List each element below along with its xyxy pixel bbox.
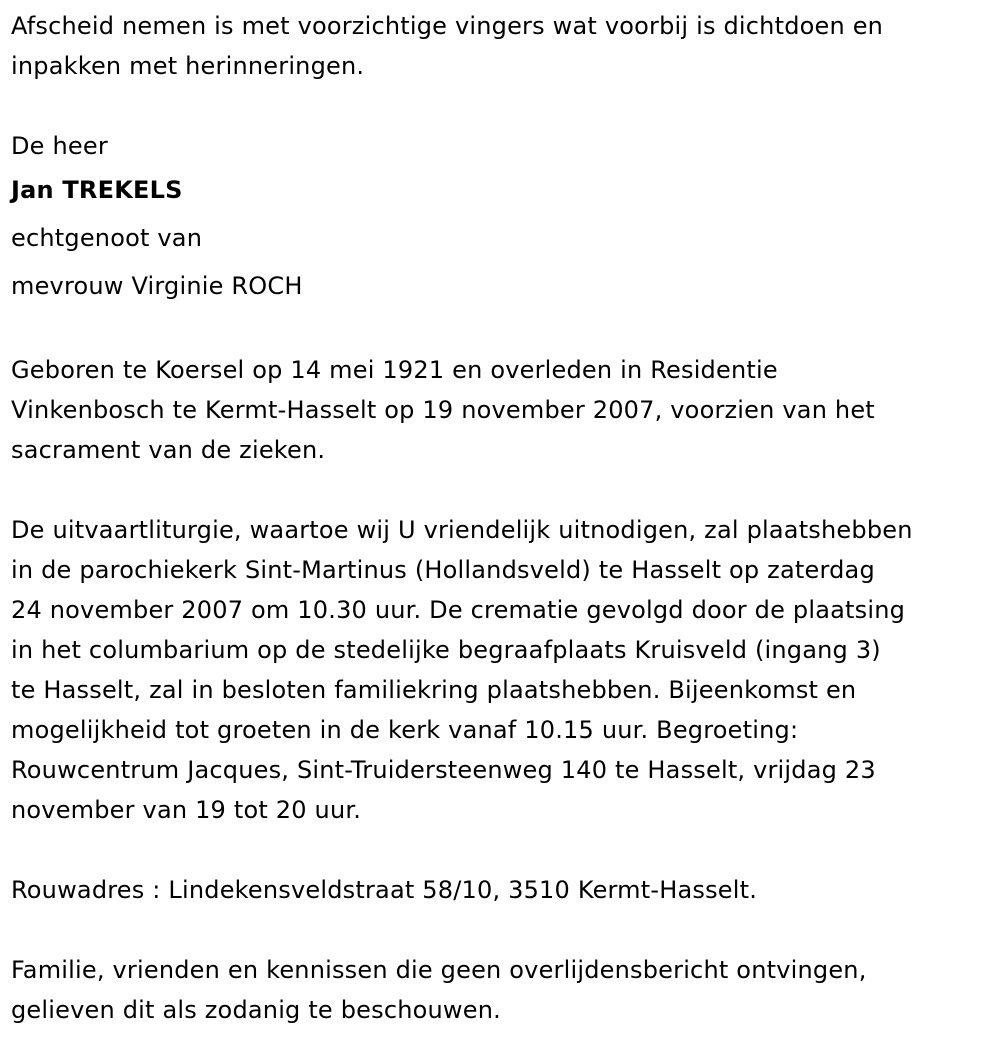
funeral-line: in de parochiekerk Sint-Martinus (Hollandsveld) te Hasselt op zaterdag (11, 556, 875, 584)
opening-paragraph (11, 6, 996, 86)
closing-line: Familie, vrienden en kennissen die geen overlijdensbericht ontvingen, (11, 956, 867, 984)
paragraph-spacer (11, 470, 996, 510)
funeral-line: Rouwcentrum Jacques, Sint-Truidersteenweg 140 te Hasselt, vrijdag 23 (11, 756, 876, 784)
closing-line: gelieven dit als zodanig te beschouwen. (11, 996, 501, 1024)
birth-death-line: sacrament van de zieken. (11, 436, 326, 464)
opening-line: inpakken met herinneringen. (11, 52, 365, 80)
spouse-name: mevrouw Virginie ROCH (11, 272, 303, 300)
opening-line: Afscheid nemen is met voorzichtige vingers wat voorbij is dichtdoen en (11, 12, 884, 40)
paragraph-spacer (11, 910, 996, 950)
paragraph-spacer (11, 86, 996, 126)
deceased-name: Jan TREKELS (11, 176, 183, 204)
deceased-block (11, 126, 996, 310)
honorific: De heer (11, 132, 108, 160)
funeral-line: te Hasselt, zal in besloten familiekring plaatshebben. Bijeenkomst en (11, 676, 857, 704)
obituary-text (11, 6, 996, 1030)
funeral-line: in het columbarium op de stedelijke begraafplaats Kruisveld (ingang 3) (11, 636, 881, 664)
address-paragraph (11, 870, 996, 910)
mourning-address: Rouwadres : Lindekensveldstraat 58/10, 3510 Kermt-Hasselt. (11, 876, 758, 904)
birth-death-paragraph (11, 350, 996, 470)
relation-label: echtgenoot van (11, 224, 203, 252)
funeral-line: mogelijkheid tot groeten in de kerk vanaf 10.15 uur. Begroeting: (11, 716, 799, 744)
funeral-paragraph (11, 510, 996, 830)
funeral-line: november van 19 tot 20 uur. (11, 796, 362, 824)
birth-death-line: Geboren te Koersel op 14 mei 1921 en overleden in Residentie (11, 356, 778, 384)
funeral-line: De uitvaartliturgie, waartoe wij U vriendelijk uitnodigen, zal plaatshebben (11, 516, 913, 544)
funeral-line: 24 november 2007 om 10.30 uur. De crematie gevolgd door de plaatsing (11, 596, 906, 624)
birth-death-line: Vinkenbosch te Kermt-Hasselt op 19 november 2007, voorzien van het (11, 396, 875, 424)
paragraph-spacer (11, 310, 996, 350)
closing-paragraph (11, 950, 996, 1030)
paragraph-spacer (11, 830, 996, 870)
